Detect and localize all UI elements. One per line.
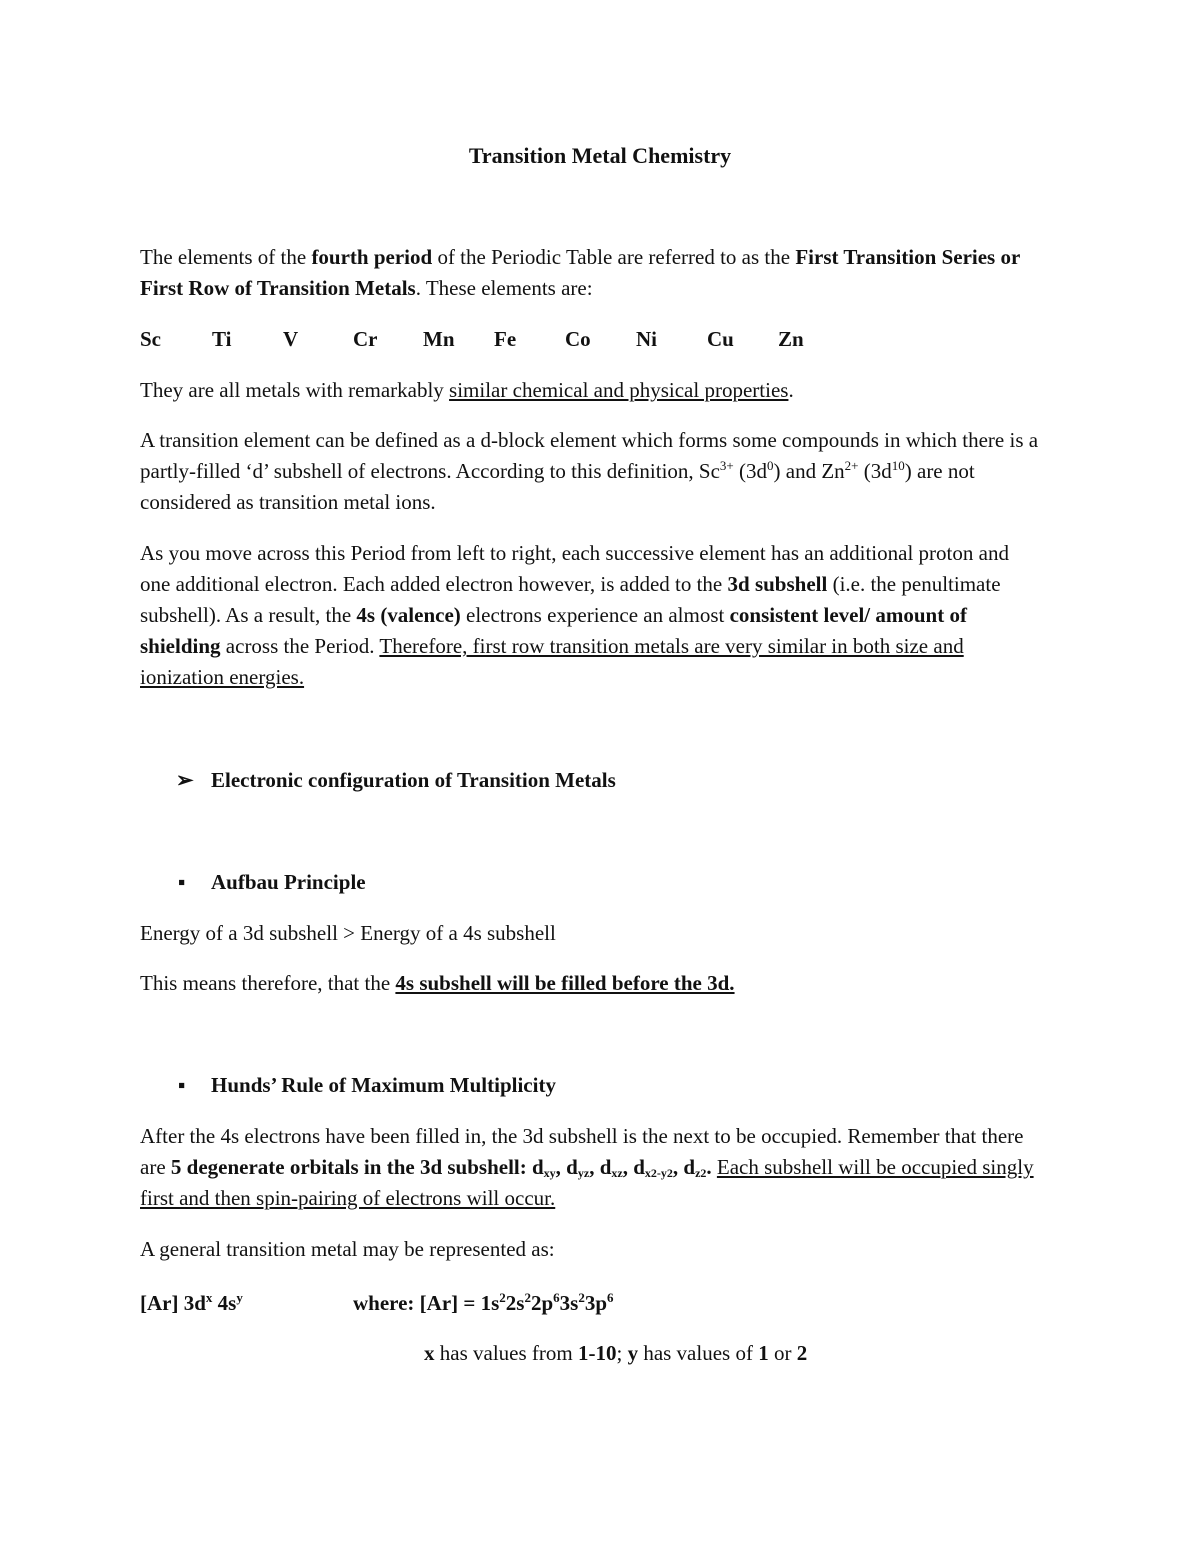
orbital-subscript: xy [543, 1166, 556, 1180]
period-paragraph [140, 538, 1040, 693]
definition-text: ) and Zn [773, 459, 845, 483]
intro-text: The elements of the [140, 245, 312, 269]
period-underlined: Therefore, first row transition metals are very similar in both size and ionization energies. [140, 634, 964, 689]
aufbau-underlined: 4s subshell will be filled before the 3d. [395, 971, 735, 995]
hunds-bold: , d [622, 1155, 645, 1179]
hunds-underlined: Each subshell will be occupied singly first and then spin-pairing of electrons will occur. [140, 1155, 1034, 1210]
hunds-bold: 5 degenerate orbitals in the 3d subshell: d [170, 1155, 544, 1179]
similar-text: . [788, 378, 794, 402]
hunds-bold: , d [672, 1155, 696, 1179]
element-symbol: Ti [212, 327, 232, 351]
similar-underlined: similar chemical and physical properties [449, 378, 789, 402]
definition-paragraph [140, 425, 1065, 518]
heading-text: Electronic configuration of Transition Metals [211, 768, 616, 792]
orbital-subscript: xz [611, 1166, 623, 1180]
element-symbol: Cr [353, 327, 378, 351]
xy-bold: 2 [796, 1341, 808, 1365]
hunds-bold: , d [555, 1155, 578, 1179]
heading-electronic-configuration [176, 765, 876, 796]
intro-text: . These elements are: [415, 276, 593, 300]
intro-text: of the Periodic Table are referred to as the [432, 245, 796, 269]
period-bold: consistent level/ amount of shielding [140, 603, 967, 658]
formula-text: [Ar] 3d [140, 1291, 206, 1315]
hunds-bold: . [706, 1155, 712, 1179]
xy-text: or [768, 1341, 797, 1365]
element-symbol: V [283, 327, 299, 351]
superscript: 2 [578, 1290, 585, 1305]
aufbau-text: This means therefore, that the [140, 971, 396, 995]
general-representation-line: A general transition metal may be represented as: [140, 1237, 555, 1261]
superscript: 3+ [719, 458, 734, 473]
element-symbol: Co [565, 327, 591, 351]
superscript: y [236, 1290, 243, 1305]
similar-text: They are all metals with remarkably [140, 378, 450, 402]
arrow-bullet-icon: ➢ [176, 768, 194, 792]
formula-text: 3p [584, 1291, 608, 1315]
aufbau-consequence-line [140, 968, 1065, 999]
period-text: electrons experience an almost [460, 603, 730, 627]
period-text: across the Period. [220, 634, 380, 658]
intro-paragraph [140, 242, 1065, 304]
definition-text: (3d [858, 459, 892, 483]
similar-properties-paragraph [140, 375, 1065, 406]
square-bullet-icon: ▪ [178, 870, 186, 894]
superscript: 6 [553, 1290, 560, 1305]
element-symbol: Cu [707, 327, 734, 351]
element-symbol: Mn [423, 327, 455, 351]
superscript: 2 [499, 1290, 506, 1305]
intro-bold-fourth-period: fourth period [311, 245, 433, 269]
xy-text: ; [616, 1341, 628, 1365]
argon-configuration [353, 1288, 614, 1319]
formula-text: 2s [505, 1291, 525, 1315]
period-bold: 3d subshell [727, 572, 828, 596]
heading-text: Aufbau Principle [211, 870, 366, 894]
heading-text: Hunds’ Rule of Maximum Multiplicity [211, 1073, 556, 1097]
definition-text: (3d [733, 459, 767, 483]
element-symbol: Fe [494, 327, 517, 351]
superscript: 2+ [844, 458, 859, 473]
superscript: 6 [607, 1290, 614, 1305]
formula-text: where: [Ar] = 1s [353, 1291, 500, 1315]
xy-text: has values of [638, 1341, 759, 1365]
definition-text: ) are not considered as transition metal ions. [140, 459, 975, 514]
superscript: 10 [891, 458, 905, 473]
definition-text: A transition element can be defined as a d-block element which forms some compounds in which there is a partly-filled ‘d’ subshell of electrons. According to this definition, Sc [140, 428, 1039, 483]
hunds-paragraph [140, 1121, 1045, 1214]
square-bullet-icon: ▪ [178, 1073, 186, 1097]
element-symbol: Ni [636, 327, 657, 351]
superscript: 0 [767, 458, 774, 473]
intro-bold-series: First Transition Series or First Row of Transition Metals [140, 245, 1020, 300]
formula-text: 3s [559, 1291, 579, 1315]
orbital-subscript: z2 [695, 1166, 707, 1180]
xy-bold: 1-10 [577, 1341, 617, 1365]
formula-text: 4s [212, 1291, 237, 1315]
hunds-text: After the 4s electrons have been filled in, the 3d subshell is the next to be occupied. Remember that there are [140, 1124, 1024, 1179]
heading-aufbau [176, 867, 676, 898]
general-formula [140, 1288, 243, 1319]
heading-hunds-rule [176, 1070, 776, 1101]
superscript: x [205, 1290, 213, 1305]
page-title: Transition Metal Chemistry [468, 143, 732, 168]
hunds-bold: , d [589, 1155, 612, 1179]
orbital-subscript: yz [577, 1166, 590, 1180]
orbital-subscript: x2-y2 [644, 1166, 673, 1180]
period-text: As you move across this Period from left to right, each successive element has an additional proton and one additional electron. Each added electron however, is added to the [140, 541, 1009, 596]
xy-bold: y [627, 1341, 639, 1365]
xy-bold: x [424, 1341, 435, 1365]
xy-bold: 1 [758, 1341, 769, 1365]
xy-values-note [424, 1338, 807, 1369]
element-symbol: Sc [140, 327, 161, 351]
period-bold: 4s (valence) [356, 603, 461, 627]
xy-text: has values from [434, 1341, 578, 1365]
superscript: 2 [524, 1290, 531, 1305]
period-text: (i.e. the penultimate subshell). As a result, the [140, 572, 1001, 627]
element-symbol: Zn [778, 327, 804, 351]
formula-text: 2p [530, 1291, 554, 1315]
aufbau-energy-line: Energy of a 3d subshell > Energy of a 4s subshell [140, 921, 556, 945]
